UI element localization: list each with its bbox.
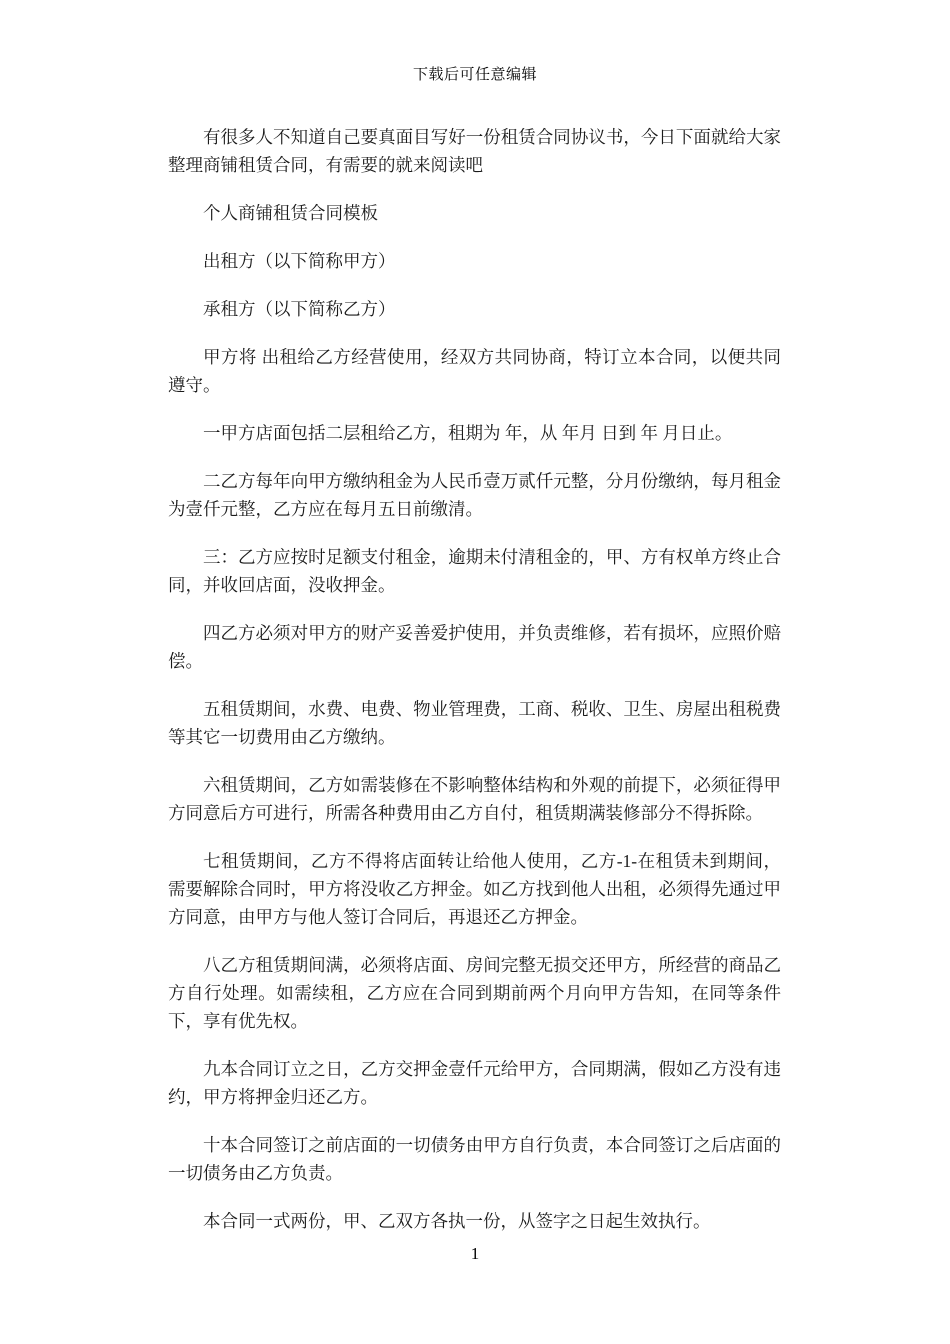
header-note: 下载后可任意编辑 <box>412 65 537 83</box>
contract-body <box>168 123 781 1255</box>
lessor-line: 出租方（以下简称甲方） <box>203 251 396 271</box>
clause-3: 三：乙方应按时足额支付租金，逾期未付清租金的，甲、方有权单方终止合同，并收回店面，没收押金。 <box>168 547 781 595</box>
preamble-paragraph: 甲方将 出租给乙方经营使用，经双方共同协商，特订立本合同，以便共同遵守。 <box>168 347 781 395</box>
clause-1: 一甲方店面包括二层租给乙方，租期为 年，从 年月 日到 年 月日止。 <box>203 423 733 443</box>
clause-9: 九本合同订立之日，乙方交押金壹仟元给甲方，合同期满，假如乙方没有违约，甲方将押金归还乙方。 <box>168 1059 781 1107</box>
clause-5: 五租赁期间，水费、电费、物业管理费，工商、税收、卫生、房屋出租税费等其它一切费用由乙方缴纳。 <box>168 699 781 747</box>
clause-10: 十本合同签订之前店面的一切债务由甲方自行负责，本合同签订之后店面的一切债务由乙方负责。 <box>168 1135 781 1183</box>
clause-4: 四乙方必须对甲方的财产妥善爱护使用，并负责维修，若有损坏，应照价赔偿。 <box>168 623 781 671</box>
intro-paragraph: 有很多人不知道自己要真面目写好一份租赁合同协议书，今日下面就给大家整理商铺租赁合同，有需要的就来阅读吧 <box>168 127 781 175</box>
clause-6: 六租赁期间，乙方如需装修在不影响整体结构和外观的前提下，必须征得甲方同意后方可进行，所需各种费用由乙方自付，租赁期满装修部分不得拆除。 <box>168 775 781 823</box>
closing-paragraph: 本合同一式两份，甲、乙双方各执一份，从签字之日起生效执行。 <box>203 1211 711 1231</box>
clause-2: 二乙方每年向甲方缴纳租金为人民币壹万贰仟元整，分月份缴纳，每月租金为壹仟元整，乙方应在每月五日前缴清。 <box>168 471 781 519</box>
clause-7: 七租赁期间，乙方不得将店面转让给他人使用，乙方-1-在租赁未到期间，需要解除合同时，甲方将没收乙方押金。如乙方找到他人出租，必须得先通过甲方同意，由甲方与他人签订合同后，再退还乙方押金。 <box>168 851 781 927</box>
page-number: 1 <box>470 1244 480 1263</box>
lessee-line: 承租方（以下简称乙方） <box>203 299 396 319</box>
contract-title: 个人商铺租赁合同模板 <box>203 203 378 223</box>
clause-8: 八乙方租赁期间满，必须将店面、房间完整无损交还甲方，所经营的商品乙方自行处理。如需续租，乙方应在合同到期前两个月向甲方告知，在同等条件下，享有优先权。 <box>168 955 781 1031</box>
